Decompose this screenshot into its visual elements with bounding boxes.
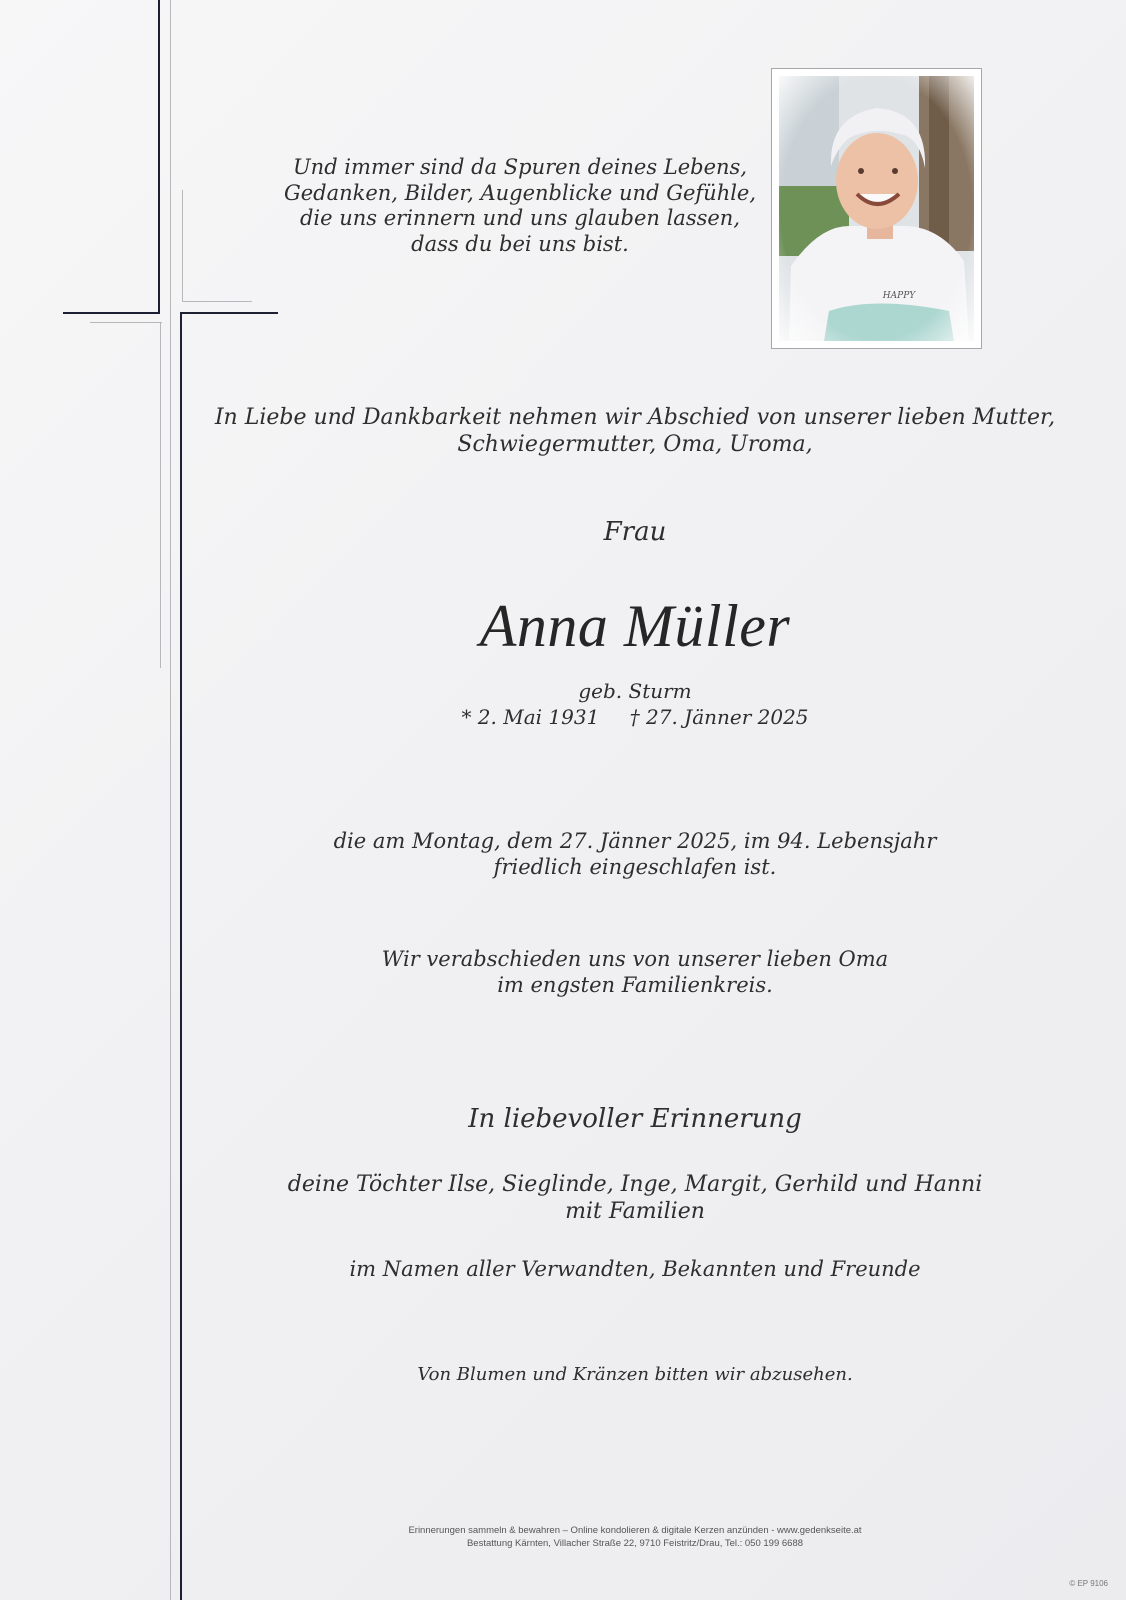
poem-line: dass du bei uns bist. <box>411 231 629 256</box>
poem <box>260 155 780 257</box>
poem-line: Gedanken, Bilder, Augenblicke und Gefühle, <box>283 180 757 205</box>
intro-line: In Liebe und Dankbarkeit nehmen wir Abschied von unserer lieben Mutter, <box>214 405 1056 430</box>
cross-horizontal-light-left <box>90 322 162 323</box>
portrait-photo <box>779 76 974 341</box>
death-notice-line: die am Montag, dem 27. Jänner 2025, im 94. Lebensjahr <box>333 829 937 853</box>
cross-vertical-light-short <box>182 190 183 302</box>
intro-line: Schwiegermutter, Oma, Uroma, <box>457 431 813 457</box>
cross-horizontal-light-right <box>182 301 252 302</box>
family-line: deine Töchter Ilse, Sieglinde, Inge, Margit, Gerhild und Hanni <box>287 1172 983 1197</box>
death-notice <box>300 829 970 880</box>
memory-heading: In liebevoller Erinnerung <box>468 1104 802 1134</box>
salutation: Frau <box>603 517 667 547</box>
relatives-line: im Namen aller Verwandten, Bekannten und Freunde <box>349 1257 921 1281</box>
corner-code: © EP 9106 <box>1069 1579 1108 1588</box>
family-line: mit Familien <box>565 1198 705 1224</box>
portrait-illustration <box>779 76 974 341</box>
family-list <box>240 1172 1030 1226</box>
cross-vertical-light-long <box>170 0 171 1600</box>
footer-line-website: Erinnerungen sammeln & bewahren – Online kondolieren & digitale Kerzen anzünden - www.gedenkseite.at <box>408 1525 862 1536</box>
life-dates <box>330 705 940 729</box>
poem-line: Und immer sind da Spuren deines Lebens, <box>292 155 748 179</box>
intro-text <box>200 405 1070 459</box>
poem-line: die uns erinnern und uns glauben lassen, <box>299 206 741 231</box>
cross-vertical-dark-upper <box>158 0 160 312</box>
farewell-line: im engsten Familienkreis. <box>497 972 773 997</box>
cross-vertical-dark-lower <box>180 312 182 1600</box>
cross-horizontal-dark-left <box>63 312 160 314</box>
cross-vertical-light-mid <box>160 322 161 668</box>
death-date: † 27. Jänner 2025 <box>629 705 809 729</box>
footer <box>330 1525 940 1551</box>
death-notice-line: friedlich eingeschlafen ist. <box>493 854 777 879</box>
farewell-line: Wir verabschieden uns von unserer lieben Oma <box>381 947 889 971</box>
farewell-notice <box>300 947 970 998</box>
deceased-name: Anna Müller <box>479 593 791 659</box>
footer-line-address: Bestattung Kärnten, Villacher Straße 22, 9710 Feistritz/Drau, Tel.: 050 199 6688 <box>466 1537 804 1549</box>
birth-date: * 2. Mai 1931 <box>461 705 600 729</box>
portrait-frame <box>771 68 982 349</box>
flowers-note: Von Blumen und Kränzen bitten wir abzusehen. <box>417 1364 853 1385</box>
cross-horizontal-dark-right <box>180 312 278 314</box>
birth-name: geb. Sturm <box>578 679 692 703</box>
